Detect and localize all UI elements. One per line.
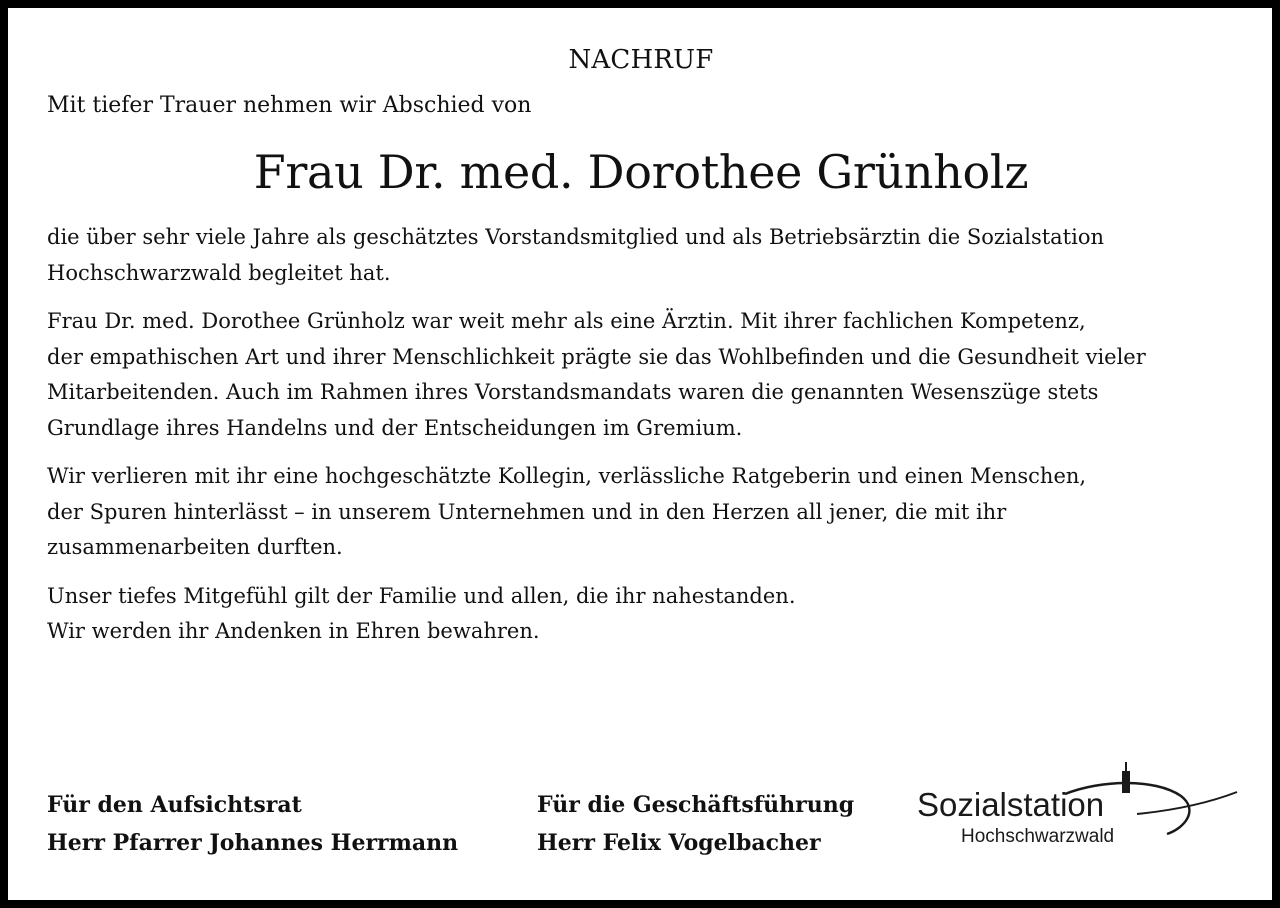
signature-block bbox=[47, 786, 1235, 866]
text-line: die über sehr viele Jahre als geschätztes Vorstandsmitglied und als Betriebsärztin die Sozialstation bbox=[47, 225, 1105, 249]
signatory-management bbox=[537, 786, 854, 862]
text-line: Mitarbeitenden. Auch im Rahmen ihres Vorstandsmandats waren die genannten Wesenszüge stets bbox=[47, 380, 1099, 404]
text-line: Wir verlieren mit ihr eine hochgeschätzte Kollegin, verlässliche Ratgeberin und einen Menschen, bbox=[47, 464, 1087, 488]
text-line: Unser tiefes Mitgefühl gilt der Familie und allen, die ihr nahestanden. bbox=[47, 583, 796, 608]
logo-name: Sozialstation bbox=[917, 786, 1105, 823]
signatory-role: Für den Aufsichtsrat bbox=[47, 792, 302, 818]
sozialstation-logo bbox=[915, 756, 1245, 866]
deceased-name: Frau Dr. med. Dorothee Grünholz bbox=[253, 145, 1029, 199]
logo-subtitle: Hochschwarzwald bbox=[961, 826, 1115, 847]
intro-text: Mit tiefer Trauer nehmen wir Abschied von bbox=[47, 93, 532, 118]
paragraph-condolence bbox=[47, 579, 1235, 650]
paragraph-tribute bbox=[47, 304, 1235, 446]
text-line: Hochschwarzwald begleitet hat. bbox=[47, 260, 391, 285]
signatory-person: Herr Felix Vogelbacher bbox=[537, 830, 821, 856]
text-line: der Spuren hinterlässt – in unserem Unternehmen und in den Herzen all jener, die mit ihr bbox=[47, 499, 1007, 524]
obituary-notice bbox=[47, 34, 1235, 856]
notice-heading: NACHRUF bbox=[568, 45, 714, 75]
paragraph-loss bbox=[47, 459, 1235, 566]
text-line: der empathischen Art und ihrer Menschlichkeit prägte sie das Wohlbefinden und die Gesundheit vieler bbox=[47, 344, 1146, 369]
text-line: Frau Dr. med. Dorothee Grünholz war weit mehr als eine Ärztin. Mit ihrer fachlichen Kompetenz, bbox=[47, 309, 1086, 333]
text-line: Wir werden ihr Andenken in Ehren bewahren. bbox=[47, 619, 540, 643]
signatory-person: Herr Pfarrer Johannes Herrmann bbox=[47, 830, 459, 856]
signatory-role: Für die Geschäftsführung bbox=[537, 792, 855, 818]
signatory-supervisory-board bbox=[47, 786, 458, 862]
text-line: zusammenarbeiten durften. bbox=[47, 535, 343, 559]
paragraph-role bbox=[47, 220, 1235, 291]
text-line: Grundlage ihres Handelns und der Entscheidungen im Gremium. bbox=[47, 415, 743, 440]
